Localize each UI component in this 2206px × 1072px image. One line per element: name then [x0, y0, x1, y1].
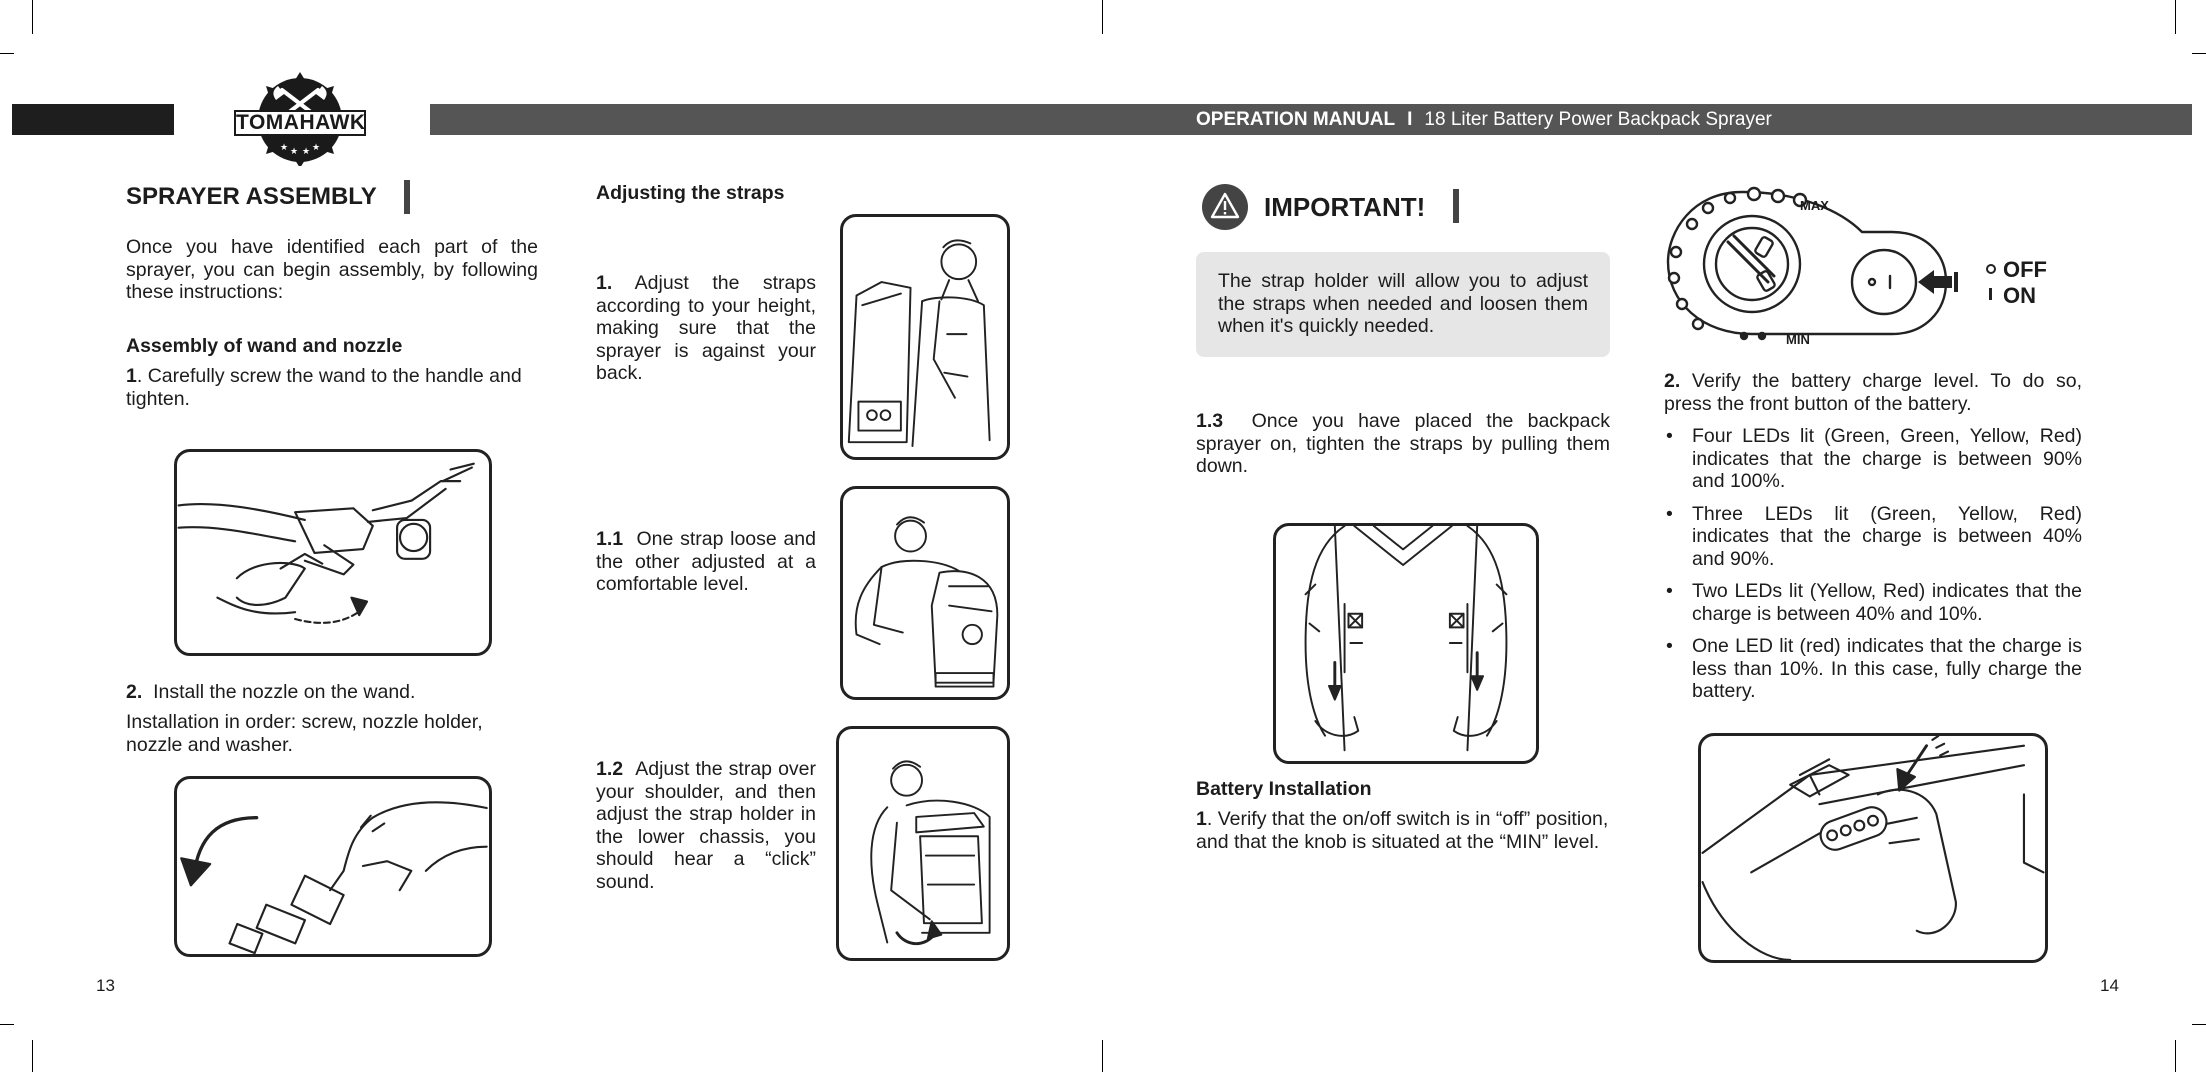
- header-separator: I: [1407, 109, 1413, 130]
- svg-text:★: ★: [289, 147, 299, 157]
- manual-label: OPERATION MANUAL: [1196, 109, 1396, 130]
- strap-step-1-3: [1196, 410, 1610, 478]
- led-level-item: • Four LEDs lit (Green, Green, Yellow, Red) indicates that the charge is between 90% and 100%.: [1666, 425, 2082, 493]
- step-number: 1: [1196, 808, 1207, 830]
- nozzle-illustration: [174, 776, 492, 957]
- step-1: [126, 365, 538, 410]
- led-level-item: • Two LEDs lit (Yellow, Red) indicates that the charge is between 40% and 10%.: [1666, 580, 2082, 625]
- step-number: 1.: [596, 272, 613, 294]
- header-bar-left: [12, 104, 174, 135]
- led-level-item: • One LED lit (red) indicates that the charge is less than 10%. In this case, fully charge the battery.: [1666, 635, 2082, 703]
- svg-text:★: ★: [301, 147, 311, 157]
- switch-on-label: ON: [2003, 283, 2036, 308]
- led-charge-list: [1666, 425, 2082, 713]
- crop-mark: [32, 1040, 33, 1072]
- header-title: [1196, 108, 1772, 132]
- step-number: 2.: [1664, 370, 1681, 392]
- strap-tighten-illustration: [1273, 523, 1539, 764]
- svg-text:★: ★: [311, 143, 321, 153]
- crop-mark: [2175, 1040, 2176, 1072]
- strap-step-1-2: [596, 758, 816, 893]
- step-text: Adjust the straps according to your height, making sure that the sprayer is against your back.: [596, 272, 816, 384]
- step-text: Install the nozzle on the wand.: [153, 681, 416, 703]
- page-number-right: 14: [2100, 976, 2119, 995]
- crop-mark: [2192, 1024, 2206, 1025]
- battery-step-1: [1196, 808, 1616, 853]
- logo-wordmark: TOMAHAWK: [236, 111, 366, 134]
- step-number: 2.: [126, 681, 143, 703]
- step-text: Once you have placed the backpack sprayer on, tighten the straps by pulling them down.: [1196, 410, 1611, 477]
- step-number: 1.3: [1196, 410, 1224, 432]
- battery-button-illustration: [1698, 733, 2048, 963]
- off-indicator-icon: [1986, 264, 1996, 274]
- step-text: Adjust the strap over your shoulder, and then adjust the strap holder in the lower chassis, you should hear a “click” sound.: [596, 758, 816, 893]
- svg-text:★: ★: [279, 143, 289, 153]
- important-note: The strap holder will allow you to adjust the straps when needed and loosen them when it's quickly needed.: [1196, 252, 1610, 357]
- step-2: [126, 681, 538, 704]
- strap-click-illustration: [836, 726, 1010, 961]
- title-accent-bar: [1453, 189, 1459, 223]
- intro-paragraph: Once you have identified each part of the sprayer, you can begin assembly, by following these instructions:: [126, 236, 538, 303]
- switch-off-label: OFF: [2003, 257, 2047, 282]
- wand-assembly-illustration: [174, 449, 492, 656]
- step-text: One strap loose and the other adjusted at a comfortable level.: [596, 528, 816, 595]
- step-text: Verify the battery charge level. To do so, press the front button of the battery.: [1664, 370, 2082, 415]
- battery-heading: Battery Installation: [1196, 778, 1372, 800]
- crop-mark: [0, 53, 14, 54]
- crop-mark: [0, 1024, 14, 1025]
- led-level-item: • Three LEDs lit (Green, Yellow, Red) indicates that the charge is between 40% and 90%.: [1666, 503, 2082, 571]
- page-title: SPRAYER ASSEMBLY: [126, 183, 377, 210]
- important-title: IMPORTANT!: [1264, 192, 1426, 222]
- crop-mark: [1102, 0, 1103, 34]
- dial-min-label: MIN: [1786, 332, 1810, 347]
- dial-max-label: MAX: [1800, 198, 1829, 213]
- crop-mark: [32, 0, 33, 34]
- step-2-detail: Installation in order: screw, nozzle holder, nozzle and washer.: [126, 711, 483, 756]
- strap-step-1-1: [596, 528, 816, 596]
- step-number: 1.1: [596, 528, 624, 550]
- crop-mark: [1102, 1040, 1103, 1072]
- title-accent-bar: [404, 180, 410, 214]
- step-number: 1.2: [596, 758, 624, 780]
- strap-adjust-illustration: [840, 214, 1010, 460]
- step-text: . Carefully screw the wand to the handle and tighten.: [126, 365, 522, 410]
- battery-step-2: [1664, 370, 2082, 415]
- product-name: 18 Liter Battery Power Backpack Sprayer: [1424, 109, 1772, 130]
- page-number-left: 13: [96, 976, 115, 995]
- strap-step-1: [596, 272, 816, 385]
- strap-loosen-illustration: [840, 486, 1010, 700]
- crop-mark: [2192, 53, 2206, 54]
- step-text: . Verify that the on/off switch is in “off” position, and that the knob is situated at the “MIN” level.: [1196, 808, 1609, 853]
- wand-heading: Assembly of wand and nozzle: [126, 335, 403, 357]
- crop-mark: [2175, 0, 2176, 34]
- step-number: 1: [126, 365, 137, 387]
- straps-heading: Adjusting the straps: [596, 182, 785, 204]
- warning-icon: [1202, 184, 1248, 230]
- on-indicator-icon: [1989, 288, 1992, 300]
